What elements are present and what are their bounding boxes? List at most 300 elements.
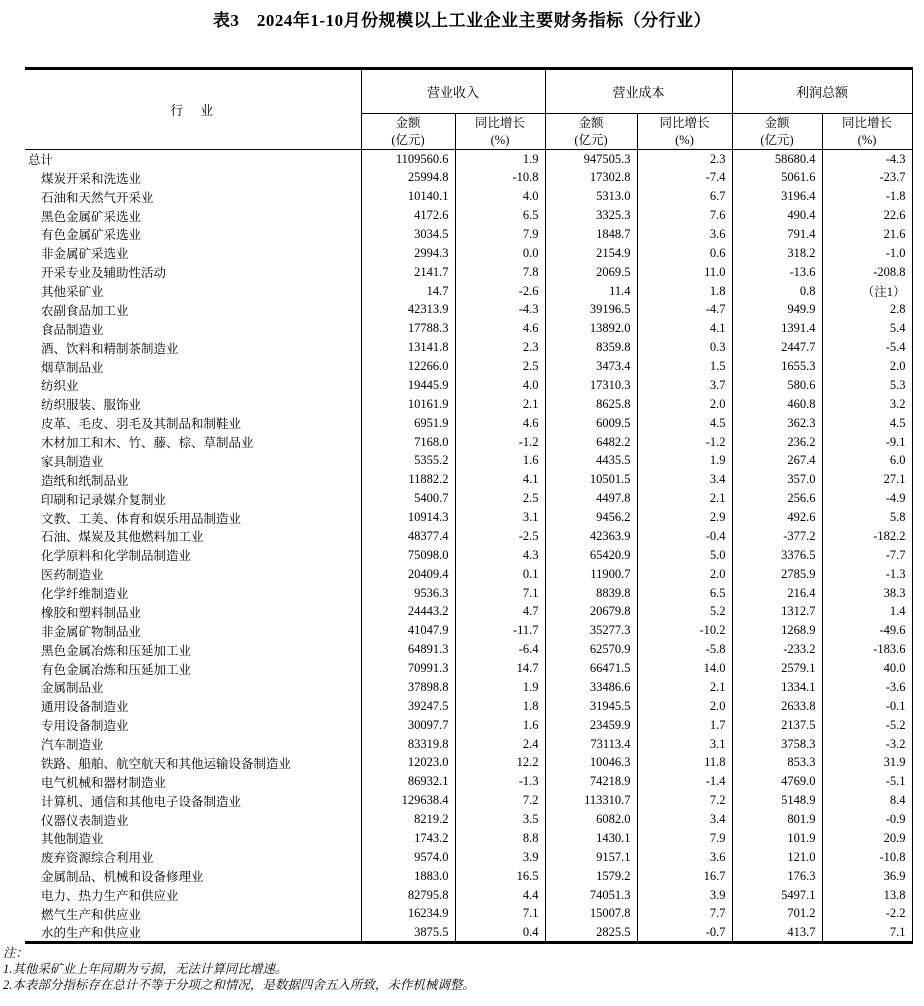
table-row	[25, 923, 912, 943]
cell-cost-growth: 3.7	[637, 376, 732, 395]
cell-cost-amount: 4497.8	[545, 489, 637, 508]
cell-cost-amount: 74051.3	[545, 886, 637, 905]
cell-revenue-growth: 4.6	[455, 319, 545, 338]
cell-cost-growth: 7.6	[637, 206, 732, 225]
cell-profit-amount: 801.9	[732, 810, 822, 829]
cell-profit-growth: -208.8	[822, 263, 912, 282]
header-amount-line2: (亿元)	[391, 132, 425, 147]
cell-revenue-amount: 4172.6	[361, 206, 455, 225]
table-row	[25, 187, 912, 206]
industry-name: 其他制造业	[41, 832, 104, 847]
cell-profit-amount: 2447.7	[732, 338, 822, 357]
footnote-1: 1.其他采矿业上年同期为亏损，无法计算同比增速。	[3, 962, 288, 977]
cell-cost-amount: 2825.5	[545, 923, 637, 943]
cell-profit-amount: 3758.3	[732, 735, 822, 754]
cell-cost-growth: 1.7	[637, 716, 732, 735]
cell-profit-growth: -9.1	[822, 433, 912, 452]
cell-revenue-amount: 9536.3	[361, 584, 455, 603]
cell-revenue-amount: 7168.0	[361, 433, 455, 452]
industry-name: 化学原料和化学制品制造业	[41, 549, 192, 564]
table-row	[25, 584, 912, 603]
cell-revenue-amount: 86932.1	[361, 772, 455, 791]
cell-revenue-growth: -1.2	[455, 433, 545, 452]
cell-profit-growth: 5.4	[822, 319, 912, 338]
cell-profit-amount: 1655.3	[732, 357, 822, 376]
industry-name: 金属制品、机械和设备修理业	[41, 870, 204, 885]
cell-revenue-growth: 0.0	[455, 244, 545, 263]
cell-profit-amount: 3196.4	[732, 187, 822, 206]
cell-revenue-growth: 2.3	[455, 338, 545, 357]
cell-revenue-amount: 2994.3	[361, 244, 455, 263]
cell-cost-amount: 17302.8	[545, 168, 637, 187]
cell-revenue-growth: 4.1	[455, 470, 545, 489]
cell-cost-amount: 4435.5	[545, 452, 637, 471]
cell-revenue-amount: 6951.9	[361, 414, 455, 433]
cell-cost-amount: 6482.2	[545, 433, 637, 452]
cell-revenue-growth: 2.5	[455, 489, 545, 508]
cell-cost-amount: 9157.1	[545, 848, 637, 867]
cell-profit-growth: -49.6	[822, 621, 912, 640]
industry-name: 金属制品业	[41, 681, 104, 696]
cell-cost-amount: 113310.7	[545, 791, 637, 810]
table-row	[25, 206, 912, 225]
cell-revenue-growth: 12.2	[455, 754, 545, 773]
table-row	[25, 395, 912, 414]
cell-revenue-growth: 7.1	[455, 584, 545, 603]
footnote-label: 注：	[3, 946, 29, 960]
cell-profit-amount: 318.2	[732, 244, 822, 263]
cell-cost-amount: 10046.3	[545, 754, 637, 773]
cell-profit-growth: 1.4	[822, 603, 912, 622]
cell-revenue-growth: 2.5	[455, 357, 545, 376]
cell-revenue-growth: 7.2	[455, 791, 545, 810]
industry-name: 总计	[28, 153, 54, 168]
cell-cost-growth: 6.5	[637, 584, 732, 603]
cell-profit-amount: 58680.4	[732, 150, 822, 169]
cell-revenue-amount: 12023.0	[361, 754, 455, 773]
industry-name: 通用设备制造业	[41, 700, 129, 715]
table-row	[25, 905, 912, 924]
header-revenue-amount	[361, 114, 455, 150]
table-row	[25, 357, 912, 376]
header-growth-line1: 同比增长	[659, 115, 710, 130]
footnotes	[3, 945, 475, 994]
industry-name: 黑色金属矿采选业	[41, 209, 142, 224]
cell-cost-amount: 62570.9	[545, 640, 637, 659]
cell-cost-growth: 7.9	[637, 829, 732, 848]
cell-profit-growth: -3.6	[822, 678, 912, 697]
cell-profit-amount: 3376.5	[732, 546, 822, 565]
header-cost-amount	[545, 114, 637, 150]
cell-revenue-amount: 3875.5	[361, 923, 455, 943]
cell-profit-growth: 13.8	[822, 886, 912, 905]
cell-profit-amount: -377.2	[732, 527, 822, 546]
cell-cost-amount: 3473.4	[545, 357, 637, 376]
cell-revenue-growth: -2.6	[455, 282, 545, 301]
cell-profit-amount: 492.6	[732, 508, 822, 527]
header-profit-amount	[732, 114, 822, 150]
cell-cost-amount: 23459.9	[545, 716, 637, 735]
cell-cost-amount: 1579.2	[545, 867, 637, 886]
cell-profit-amount: 5061.6	[732, 168, 822, 187]
cell-revenue-amount: 10140.1	[361, 187, 455, 206]
header-amount-line1: 金额	[764, 115, 790, 130]
cell-cost-growth: 2.0	[637, 565, 732, 584]
cell-revenue-amount: 2141.7	[361, 263, 455, 282]
cell-profit-growth: 20.9	[822, 829, 912, 848]
table-row	[25, 319, 912, 338]
cell-cost-amount: 39196.5	[545, 301, 637, 320]
cell-revenue-growth: -1.3	[455, 772, 545, 791]
cell-cost-growth: 3.9	[637, 886, 732, 905]
cell-profit-growth: 27.1	[822, 470, 912, 489]
cell-profit-amount: 460.8	[732, 395, 822, 414]
cell-profit-growth: 6.0	[822, 452, 912, 471]
cell-revenue-growth: 8.8	[455, 829, 545, 848]
industry-name: 文教、工美、体育和娱乐用品制造业	[41, 511, 242, 526]
cell-revenue-growth: 4.4	[455, 886, 545, 905]
cell-revenue-amount: 17788.3	[361, 319, 455, 338]
header-growth-line2: (%)	[675, 132, 694, 147]
industry-name: 纺织服装、服饰业	[41, 398, 142, 413]
cell-cost-growth: 0.3	[637, 338, 732, 357]
cell-cost-amount: 33486.6	[545, 678, 637, 697]
cell-revenue-growth: -6.4	[455, 640, 545, 659]
cell-cost-amount: 42363.9	[545, 527, 637, 546]
cell-cost-growth: 4.1	[637, 319, 732, 338]
cell-revenue-growth: 0.1	[455, 565, 545, 584]
header-cost-growth	[637, 114, 732, 150]
cell-profit-growth: -5.4	[822, 338, 912, 357]
cell-revenue-amount: 83319.8	[361, 735, 455, 754]
table-row	[25, 678, 912, 697]
industry-name: 废弃资源综合利用业	[41, 851, 154, 866]
cell-revenue-amount: 64891.3	[361, 640, 455, 659]
footnote-2: 2.本表部分指标存在总计不等于分项之和情况，是数据四舍五入所致，未作机械调整。	[3, 978, 475, 993]
industry-name: 非金属矿物制品业	[41, 624, 142, 639]
header-profit-growth	[822, 114, 912, 150]
table-row	[25, 603, 912, 622]
cell-cost-amount: 17310.3	[545, 376, 637, 395]
cell-cost-amount: 11900.7	[545, 565, 637, 584]
cell-profit-growth: -1.0	[822, 244, 912, 263]
industry-name: 造纸和纸制品业	[41, 473, 129, 488]
cell-profit-amount: 1312.7	[732, 603, 822, 622]
cell-revenue-growth: 1.8	[455, 697, 545, 716]
cell-cost-amount: 73113.4	[545, 735, 637, 754]
header-revenue-growth	[455, 114, 545, 150]
cell-cost-growth: 14.0	[637, 659, 732, 678]
cell-cost-growth: -5.8	[637, 640, 732, 659]
cell-revenue-growth: 3.9	[455, 848, 545, 867]
table-row	[25, 659, 912, 678]
cell-cost-growth: -4.7	[637, 301, 732, 320]
cell-revenue-amount: 3034.5	[361, 225, 455, 244]
cell-revenue-amount: 10161.9	[361, 395, 455, 414]
cell-cost-amount: 6082.0	[545, 810, 637, 829]
cell-profit-growth: 7.1	[822, 923, 912, 943]
table-header	[25, 69, 912, 150]
industry-name: 化学纤维制造业	[41, 587, 129, 602]
cell-profit-growth: 38.3	[822, 584, 912, 603]
financial-indicators-table	[25, 67, 913, 944]
cell-revenue-growth: 2.4	[455, 735, 545, 754]
cell-profit-growth: 2.0	[822, 357, 912, 376]
cell-revenue-growth: -10.8	[455, 168, 545, 187]
industry-name: 纺织业	[41, 379, 79, 394]
cell-revenue-amount: 9574.0	[361, 848, 455, 867]
industry-name: 农副食品加工业	[41, 303, 129, 318]
industry-name: 医药制造业	[41, 568, 104, 583]
industry-name: 印刷和记录媒介复制业	[41, 492, 167, 507]
cell-revenue-amount: 48377.4	[361, 527, 455, 546]
cell-profit-amount: 362.3	[732, 414, 822, 433]
cell-cost-amount: 2154.9	[545, 244, 637, 263]
cell-profit-amount: 357.0	[732, 470, 822, 489]
cell-cost-growth: 3.4	[637, 470, 732, 489]
cell-revenue-amount: 129638.4	[361, 791, 455, 810]
table-row	[25, 565, 912, 584]
cell-profit-growth: 21.6	[822, 225, 912, 244]
cell-cost-amount: 66471.5	[545, 659, 637, 678]
industry-name: 有色金属矿采选业	[41, 228, 142, 243]
cell-revenue-amount: 12266.0	[361, 357, 455, 376]
cell-cost-growth: 1.8	[637, 282, 732, 301]
cell-cost-growth: -7.4	[637, 168, 732, 187]
cell-profit-amount: 5497.1	[732, 886, 822, 905]
cell-cost-growth: 5.0	[637, 546, 732, 565]
cell-cost-amount: 8625.8	[545, 395, 637, 414]
cell-revenue-growth: -4.3	[455, 301, 545, 320]
cell-revenue-amount: 20409.4	[361, 565, 455, 584]
cell-revenue-growth: -11.7	[455, 621, 545, 640]
industry-name: 黑色金属冶炼和压延加工业	[41, 643, 192, 658]
cell-profit-growth: 3.2	[822, 395, 912, 414]
cell-cost-growth: 3.6	[637, 848, 732, 867]
cell-cost-amount: 11.4	[545, 282, 637, 301]
cell-cost-amount: 2069.5	[545, 263, 637, 282]
cell-profit-growth: 2.8	[822, 301, 912, 320]
table-row	[25, 452, 912, 471]
cell-profit-growth: -3.2	[822, 735, 912, 754]
table-row	[25, 886, 912, 905]
industry-name: 汽车制造业	[41, 738, 104, 753]
cell-profit-amount: 413.7	[732, 923, 822, 943]
cell-cost-amount: 65420.9	[545, 546, 637, 565]
table-row	[25, 225, 912, 244]
cell-revenue-growth: 1.9	[455, 150, 545, 169]
industry-name: 专用设备制造业	[41, 719, 129, 734]
cell-revenue-amount: 37898.8	[361, 678, 455, 697]
cell-revenue-growth: 7.8	[455, 263, 545, 282]
cell-revenue-amount: 75098.0	[361, 546, 455, 565]
cell-profit-amount: 176.3	[732, 867, 822, 886]
cell-profit-amount: 701.2	[732, 905, 822, 924]
cell-profit-growth: 22.6	[822, 206, 912, 225]
cell-profit-growth: -23.7	[822, 168, 912, 187]
cell-revenue-growth: 1.9	[455, 678, 545, 697]
cell-profit-growth: -183.6	[822, 640, 912, 659]
cell-revenue-growth: 4.6	[455, 414, 545, 433]
cell-revenue-amount: 30097.7	[361, 716, 455, 735]
cell-cost-amount: 20679.8	[545, 603, 637, 622]
industry-name: 食品制造业	[41, 322, 104, 337]
cell-cost-growth: 2.0	[637, 697, 732, 716]
header-growth-line2: (%)	[857, 132, 877, 147]
table-row	[25, 150, 912, 169]
cell-cost-amount: 3325.3	[545, 206, 637, 225]
cell-revenue-amount: 24443.2	[361, 603, 455, 622]
cell-profit-growth: 36.9	[822, 867, 912, 886]
cell-cost-growth: -10.2	[637, 621, 732, 640]
cell-cost-growth: 1.9	[637, 452, 732, 471]
cell-profit-amount: 216.4	[732, 584, 822, 603]
cell-cost-growth: 1.5	[637, 357, 732, 376]
table-row	[25, 301, 912, 320]
header-growth-line2: (%)	[490, 132, 510, 147]
header-group-cost: 营业成本	[545, 69, 732, 114]
table-row	[25, 414, 912, 433]
cell-cost-growth: 2.1	[637, 489, 732, 508]
table-body	[25, 150, 912, 943]
cell-profit-growth: 4.5	[822, 414, 912, 433]
cell-cost-growth: 6.7	[637, 187, 732, 206]
cell-profit-growth: -2.2	[822, 905, 912, 924]
table-row	[25, 527, 912, 546]
cell-revenue-growth: 4.7	[455, 603, 545, 622]
industry-name: 开采专业及辅助性活动	[41, 266, 167, 281]
cell-cost-growth: 2.1	[637, 678, 732, 697]
table-row	[25, 546, 912, 565]
header-amount-line2: (亿元)	[574, 132, 608, 147]
table-row	[25, 244, 912, 263]
industry-name: 有色金属冶炼和压延加工业	[41, 662, 192, 677]
cell-revenue-growth: 1.6	[455, 716, 545, 735]
table-row	[25, 867, 912, 886]
cell-revenue-amount: 5355.2	[361, 452, 455, 471]
table-row	[25, 376, 912, 395]
industry-name: 其他采矿业	[41, 285, 104, 300]
table-row	[25, 791, 912, 810]
cell-cost-growth: 2.0	[637, 395, 732, 414]
industry-name: 石油和天然气开采业	[41, 190, 154, 205]
table-row	[25, 772, 912, 791]
cell-profit-growth: -5.2	[822, 716, 912, 735]
cell-revenue-growth: 4.0	[455, 376, 545, 395]
cell-revenue-growth: 3.5	[455, 810, 545, 829]
cell-cost-amount: 8839.8	[545, 584, 637, 603]
cell-cost-amount: 5313.0	[545, 187, 637, 206]
cell-cost-amount: 10501.5	[545, 470, 637, 489]
cell-profit-amount: 4769.0	[732, 772, 822, 791]
cell-cost-growth: -0.7	[637, 923, 732, 943]
industry-name: 电力、热力生产和供应业	[41, 889, 179, 904]
cell-revenue-growth: 7.9	[455, 225, 545, 244]
table-row	[25, 282, 912, 301]
industry-name: 非金属矿采选业	[41, 247, 129, 262]
cell-profit-amount: 1268.9	[732, 621, 822, 640]
cell-cost-amount: 13892.0	[545, 319, 637, 338]
cell-profit-growth: 5.3	[822, 376, 912, 395]
industry-name: 橡胶和塑料制品业	[41, 605, 142, 620]
cell-cost-growth: 2.3	[637, 150, 732, 169]
industry-name: 木材加工和木、竹、藤、棕、草制品业	[41, 436, 254, 451]
cell-profit-amount: 256.6	[732, 489, 822, 508]
table-row	[25, 735, 912, 754]
cell-cost-growth: 3.4	[637, 810, 732, 829]
header-group-revenue: 营业收入	[361, 69, 545, 114]
cell-profit-amount: 0.8	[732, 282, 822, 301]
table-row	[25, 754, 912, 773]
industry-name: 仪器仪表制造业	[41, 813, 129, 828]
cell-profit-amount: 580.6	[732, 376, 822, 395]
cell-profit-amount: 267.4	[732, 452, 822, 471]
cell-revenue-growth: 4.0	[455, 187, 545, 206]
cell-cost-amount: 15007.8	[545, 905, 637, 924]
industry-name: 电气机械和器材制造业	[41, 775, 167, 790]
cell-cost-amount: 1430.1	[545, 829, 637, 848]
cell-cost-growth: 11.0	[637, 263, 732, 282]
cell-cost-amount: 74218.9	[545, 772, 637, 791]
cell-revenue-amount: 10914.3	[361, 508, 455, 527]
cell-profit-growth: 8.4	[822, 791, 912, 810]
cell-profit-growth: -5.1	[822, 772, 912, 791]
table-row	[25, 848, 912, 867]
cell-cost-growth: -1.2	[637, 433, 732, 452]
cell-cost-growth: 16.7	[637, 867, 732, 886]
cell-revenue-amount: 1109560.6	[361, 150, 455, 169]
table-row	[25, 263, 912, 282]
cell-cost-growth: 3.6	[637, 225, 732, 244]
cell-profit-growth: -0.1	[822, 697, 912, 716]
cell-revenue-growth: 3.1	[455, 508, 545, 527]
cell-cost-growth: 2.9	[637, 508, 732, 527]
cell-profit-amount: -233.2	[732, 640, 822, 659]
cell-profit-growth: -1.8	[822, 187, 912, 206]
cell-profit-amount: 2633.8	[732, 697, 822, 716]
cell-profit-growth: -4.9	[822, 489, 912, 508]
header-industry: 行 业	[25, 69, 361, 150]
cell-profit-growth: -10.8	[822, 848, 912, 867]
table-row	[25, 433, 912, 452]
cell-revenue-amount: 1743.2	[361, 829, 455, 848]
cell-profit-amount: 853.3	[732, 754, 822, 773]
table-row	[25, 716, 912, 735]
cell-revenue-amount: 16234.9	[361, 905, 455, 924]
cell-revenue-amount: 8219.2	[361, 810, 455, 829]
cell-profit-growth: 5.8	[822, 508, 912, 527]
table-row	[25, 697, 912, 716]
cell-cost-growth: 3.1	[637, 735, 732, 754]
table-row	[25, 810, 912, 829]
cell-profit-amount: 949.9	[732, 301, 822, 320]
cell-cost-amount: 947505.3	[545, 150, 637, 169]
cell-profit-amount: 2579.1	[732, 659, 822, 678]
cell-revenue-growth: 14.7	[455, 659, 545, 678]
cell-profit-growth: 40.0	[822, 659, 912, 678]
cell-cost-growth: 7.2	[637, 791, 732, 810]
cell-cost-growth: -1.4	[637, 772, 732, 791]
cell-profit-growth: -182.2	[822, 527, 912, 546]
industry-name: 石油、煤炭及其他燃料加工业	[41, 530, 204, 545]
table-row	[25, 621, 912, 640]
cell-revenue-growth: 16.5	[455, 867, 545, 886]
cell-revenue-amount: 19445.9	[361, 376, 455, 395]
cell-revenue-amount: 5400.7	[361, 489, 455, 508]
cell-revenue-growth: 1.6	[455, 452, 545, 471]
cell-revenue-growth: 4.3	[455, 546, 545, 565]
header-growth-line1: 同比增长	[475, 115, 526, 130]
